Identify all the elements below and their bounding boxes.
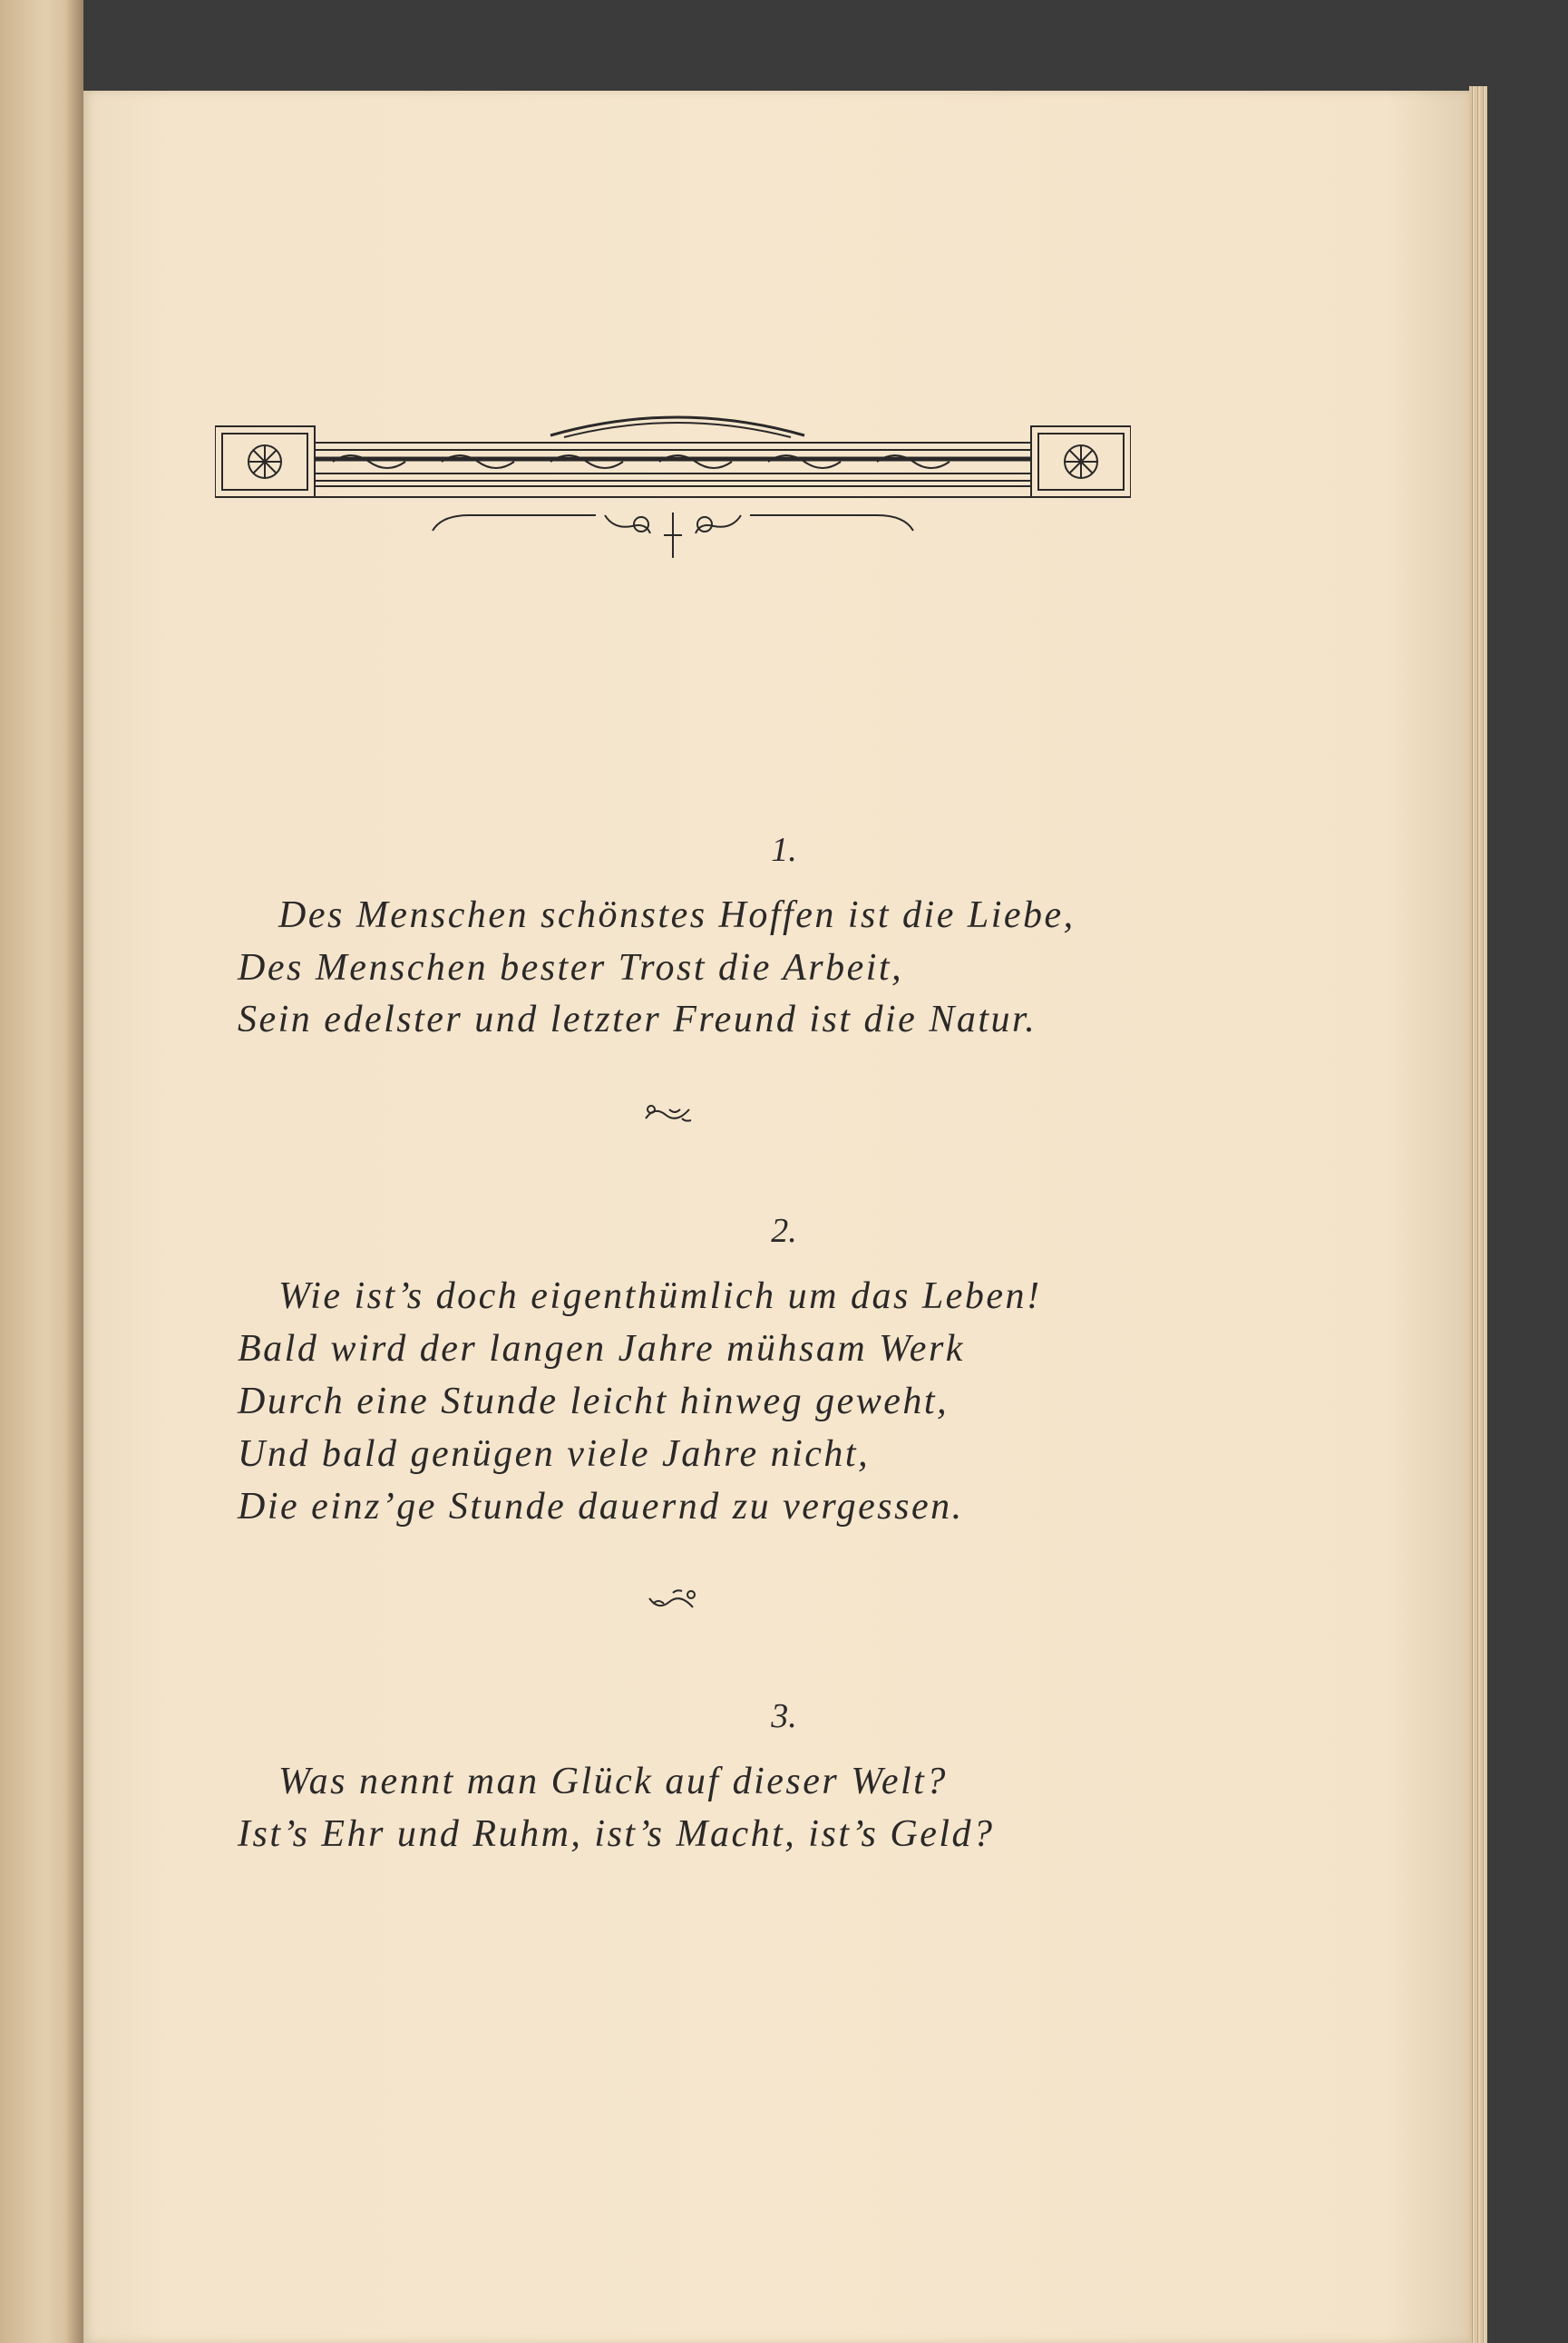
poem-line: Wie ist’s doch eigenthümlich um das Leben! bbox=[278, 1275, 1042, 1317]
poem-line: Durch eine Stunde leicht hinweg geweht, bbox=[238, 1381, 950, 1422]
poem-line: Des Menschen schönstes Hoffen ist die Liebe, bbox=[278, 894, 1076, 936]
gutter-shadow bbox=[65, 0, 83, 2343]
poem-line: Ist’s Ehr und Ruhm, ist’s Macht, ist’s Geld? bbox=[238, 1813, 995, 1855]
header-ornament bbox=[215, 399, 1131, 581]
poem-line: Und bald genügen viele Jahre nicht, bbox=[238, 1433, 871, 1475]
header-ornament-graphic bbox=[215, 399, 1131, 581]
section-number: 1. bbox=[771, 831, 797, 869]
poem-line: Sein edelster und letzter Freund ist die Natur. bbox=[238, 999, 1037, 1040]
poem-line: Bald wird der langen Jahre mühsam Werk bbox=[238, 1328, 965, 1370]
poem-line: Was nennt man Glück auf dieser Welt? bbox=[278, 1761, 948, 1802]
fleuron-divider-icon bbox=[646, 1586, 700, 1613]
poem-line: Die einz’ge Stunde dauernd zu vergessen. bbox=[238, 1486, 964, 1528]
section-number: 3. bbox=[771, 1697, 797, 1735]
section-number: 2. bbox=[771, 1212, 797, 1250]
fleuron-divider-icon bbox=[642, 1100, 696, 1128]
poem-line: Des Menschen bester Trost die Arbeit, bbox=[238, 947, 904, 989]
